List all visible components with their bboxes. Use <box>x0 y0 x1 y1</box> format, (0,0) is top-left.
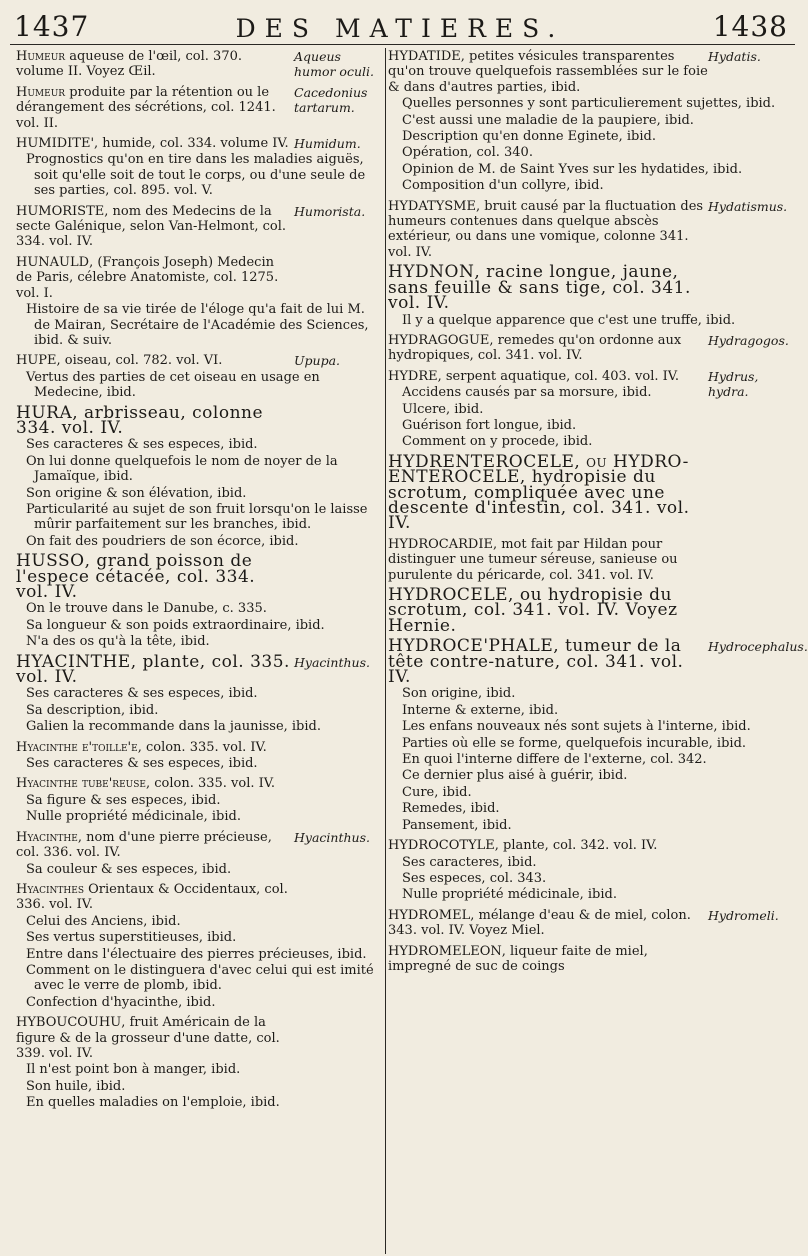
entry-headword: HYDRENTEROCELE, ou HYDRO-ENTEROCELE <box>388 451 689 488</box>
entry-headword: HUPE <box>16 353 57 369</box>
entry-headword: HYDROCARDIE <box>388 536 493 552</box>
entry-subitem: Cure, ibid. <box>402 784 472 800</box>
entry-text: , colon. 335. vol. IV. <box>145 776 276 792</box>
entry-subitem: Il y a quelque apparence que c'est une truffe, ibid. <box>402 312 736 328</box>
entry-text: , oiseau, col. 782. vol. VI. <box>56 353 223 369</box>
right-page-number: 1438 <box>712 10 788 43</box>
latin-margin-note: Hydatis. <box>708 49 761 64</box>
entry-headword-line <box>16 1015 382 1061</box>
entry-subitem: Sa figure & ses especes, ibid. <box>26 792 221 808</box>
entry-headword: Hyacinthe e'toille'e <box>16 739 138 755</box>
entry-text: , (François Joseph) Medecin de Paris, célebre Anatomiste, col. 1275. vol. I. <box>16 254 279 301</box>
entry-headword-line <box>388 944 796 975</box>
entry-subitem: Histoire de sa vie tirée de l'éloge qu'a fait de lui M. de Mairan, Secrétaire de l'Académie des Sciences, ibid. & suiv. <box>26 302 369 348</box>
entry-headword-line <box>388 262 796 314</box>
entry-headword-line <box>16 776 382 791</box>
index-entry <box>16 1015 382 1110</box>
latin-margin-note: Hydragogos. <box>708 332 789 348</box>
entry-subitem: Particularité au sujet de son fruit lorsqu'on le laisse mûrir parfaitement sur les branches, ibid. <box>26 501 368 533</box>
entry-headword: Hyacinthes <box>16 881 84 897</box>
entry-subitem: Pansement, ibid. <box>402 817 512 833</box>
entry-headword-line <box>16 402 382 438</box>
entry-headword: Humeur <box>16 84 66 100</box>
left-column <box>16 49 382 1254</box>
index-entry <box>16 776 382 824</box>
entry-headword: HUMIDITE' <box>16 136 95 152</box>
entry-subitem: Entre dans l'électuaire des pierres précieuses, ibid. <box>26 946 367 962</box>
entry-headword-line <box>16 740 382 755</box>
entry-subitem: Ses caracteres & ses especes, ibid. <box>26 756 258 772</box>
entry-text: produite par la rétention ou le dérangement des sécrétions, col. 1241. vol. II. <box>16 84 276 131</box>
header-rule <box>10 44 795 45</box>
index-entry <box>388 199 796 261</box>
entry-subitem: On lui donne quelquefois le nom de noyer de la Jamaïque, ibid. <box>26 453 338 485</box>
entry-subitem: Opinion de M. de Saint Yves sur les hydatides, ibid. <box>402 161 743 177</box>
entry-headword: HYDROCOTYLE <box>388 838 495 854</box>
entry-subitem: On fait des poudriers de son écorce, ibid. <box>26 533 299 549</box>
entry-headword: Hyacinthe <box>16 829 78 845</box>
latin-margin-note: Hyacinthus. <box>294 829 370 845</box>
entry-text: , mélange d'eau & de miel, colon. 343. vol. IV. Voyez Miel. <box>388 907 691 939</box>
entry-text: , serpent aquatique, col. 403. vol. IV. <box>437 368 680 384</box>
latin-margin-note: Hydromeli. <box>708 907 779 923</box>
index-entry <box>388 838 796 903</box>
index-entry <box>388 908 796 939</box>
entry-subitem: Opération, col. 340. <box>402 145 533 161</box>
entry-subitem: Parties où elle se forme, quelquefois incurable, ibid. <box>402 735 747 751</box>
entry-text: , colon. 335. vol. IV. <box>137 739 267 755</box>
entry-subitem: Ses vertus superstitieuses, ibid. <box>26 930 237 946</box>
index-entry <box>388 49 796 194</box>
entry-subitem: Sa longueur & son poids extraordinaire, ibid. <box>26 617 325 633</box>
entry-headword-line <box>388 451 796 534</box>
latin-margin-note: Cacedonius tartarum. <box>294 84 368 115</box>
entry-headword: HUSSO <box>16 551 85 572</box>
entry-headword: HYDROMELEON <box>388 943 502 959</box>
column-divider <box>385 48 386 1254</box>
entry-text: , racine longue, jaune, sans feuille & sans tige, col. 341. vol. IV. <box>388 262 691 314</box>
entry-headword-line <box>16 551 382 602</box>
entry-text: , liqueur faite de miel, impregné de suc de coings <box>388 943 648 974</box>
index-entry <box>16 402 382 550</box>
entry-text: , petites vésicules transparentes qu'on trouve quelquefois rassemblées sur le foie & dans d'autres parties, ibid. <box>388 49 708 95</box>
entry-headword: HUNAULD <box>16 254 90 270</box>
entry-headword: HUMORISTE <box>16 203 105 219</box>
latin-margin-note: Humorista. <box>294 203 366 219</box>
entry-text: Orientaux & Occidentaux, col. 336. vol. IV. <box>16 881 288 913</box>
entry-subitem: C'est aussi une maladie de la paupiere, ibid. <box>402 112 694 128</box>
entry-headword: HYDNON <box>388 262 475 283</box>
index-entry <box>388 262 796 328</box>
latin-margin-note: Hydrocephalus. <box>708 639 808 655</box>
entry-headword-line <box>16 255 382 301</box>
index-entry <box>16 882 382 1010</box>
entry-subitem: Comment on le distinguera d'avec celui qui est imité avec le verre de plomb, ibid. <box>26 962 374 994</box>
entry-subitem: N'a des os qu'à la tête, ibid. <box>26 634 210 650</box>
index-entry <box>16 830 382 877</box>
index-entry <box>388 585 796 636</box>
entry-subitem: Son huile, ibid. <box>26 1078 126 1094</box>
entry-text: aqueuse de l'œil, col. 370. volume II. Voyez Œil. <box>16 49 243 80</box>
page-header <box>0 0 800 46</box>
index-entry <box>16 136 382 199</box>
latin-margin-note: Hyacinthus. <box>294 654 370 670</box>
entry-text: , mot fait par Hildan pour distinguer une tumeur séreuse, sanieuse ou purulente du péricarde, col. 341. vol. IV. <box>388 536 678 583</box>
entry-headword: HYBOUCOUHU <box>16 1015 122 1031</box>
latin-margin-note: Hydrus, hydra. <box>708 368 759 399</box>
entry-subitem: Galien la recommande dans la jaunisse, ibid. <box>26 719 321 735</box>
entry-subitem: Il n'est point bon à manger, ibid. <box>26 1062 241 1078</box>
entry-headword: HURA <box>16 402 73 423</box>
index-entry <box>16 255 382 348</box>
entry-subitem: Ses caracteres & ses especes, ibid. <box>26 686 258 702</box>
entry-headword: HYDATYSME <box>388 198 476 214</box>
entry-text: , bruit causé par la fluctuation des humeurs contenues dans quelque abscès extérieur, ou dans une vomique, colonne 341. vol. IV. <box>388 198 704 260</box>
entry-subitem: Ulcere, ibid. <box>402 401 484 417</box>
entry-subitem: Vertus des parties de cet oiseau en usage en Medecine, ibid. <box>26 369 320 401</box>
index-entry <box>388 537 796 583</box>
entry-subitem: Nulle propriété médicinale, ibid. <box>402 887 617 903</box>
entry-headword: HYDROCELE <box>388 585 509 605</box>
entry-subitem: En quoi l'interne differe de l'externe, col. 342. <box>402 752 707 768</box>
entry-text: , ou hydropisie du scrotum, col. 341. vol. IV. Voyez Hernie. <box>388 585 678 636</box>
entry-text: , plante, col. 335. vol. IV. <box>16 651 290 688</box>
entry-subitem: Prognostics qu'on en tire dans les maladies aiguës, soit qu'elle soit de tout le corps, ou d'une seule de ses parties, col. 895. vol. V. <box>26 152 366 199</box>
entry-subitem: Ce dernier plus aisé à guérir, ibid. <box>402 768 628 784</box>
entry-text: , humide, col. 334. volume IV. <box>94 136 289 152</box>
entry-text: , fruit Américain de la figure & de la grosseur d'une datte, col. 339. vol. IV. <box>16 1015 280 1061</box>
index-entry <box>388 944 796 975</box>
entry-subitem: Guérison fort longue, ibid. <box>402 417 577 433</box>
latin-margin-note: Aqueus humor oculi. <box>294 49 374 79</box>
index-entry <box>16 651 382 735</box>
index-entry <box>388 451 796 534</box>
index-entry <box>388 369 796 450</box>
entry-subitem: Celui des Anciens, ibid. <box>26 913 181 929</box>
index-entry <box>388 636 808 833</box>
index-entry <box>16 85 382 131</box>
entry-headword: HYDRE <box>388 368 438 384</box>
entry-subitem: Ses caracteres, ibid. <box>402 854 537 870</box>
entry-subitem: En quelles maladies on l'emploie, ibid. <box>26 1095 280 1111</box>
index-entry <box>16 353 382 400</box>
entry-text: , hydropisie du scrotum, compliquée avec une descente d'intestin, col. 341. vol. IV. <box>388 467 690 534</box>
entry-subitem: Remedes, ibid. <box>402 801 500 817</box>
entry-subitem: Son origine, ibid. <box>402 686 516 702</box>
index-entry <box>388 333 796 364</box>
entry-headword: HYDROCE'PHALE <box>388 636 554 657</box>
index-entry <box>16 204 382 250</box>
entry-headword: Humeur <box>16 49 66 64</box>
entry-headword-line <box>388 838 796 853</box>
entry-subitem: Composition d'un collyre, ibid. <box>402 178 604 194</box>
entry-subitem: Ses caracteres & ses especes, ibid. <box>26 437 258 453</box>
entry-subitem: Accidens causés par sa morsure, ibid. <box>402 385 652 401</box>
right-column <box>388 49 808 1254</box>
entry-subitem: Confection d'hyacinthe, ibid. <box>26 994 216 1010</box>
latin-margin-note: Humidum. <box>294 136 361 152</box>
index-entry <box>16 49 382 80</box>
entry-headword: HYDATIDE <box>388 49 461 64</box>
entry-text: , tumeur de la tête contre-nature, col. 341. vol. IV. <box>388 636 684 688</box>
running-title: DES MATIERES. <box>235 14 565 43</box>
entry-text: , nom d'une pierre précieuse, col. 336. vol. IV. <box>16 829 272 861</box>
index-entry <box>16 740 382 772</box>
entry-text: , plante, col. 342. vol. IV. <box>494 838 658 854</box>
entry-subitem: Les enfans nouveaux nés sont sujets à l'interne, ibid. <box>402 719 751 735</box>
left-page-number: 1437 <box>14 10 90 43</box>
entry-headword: HYACINTHE <box>16 651 131 672</box>
entry-subitem: On le trouve dans le Danube, c. 335. <box>26 601 267 617</box>
entry-headword-line <box>388 537 796 583</box>
entry-subitem: Sa description, ibid. <box>26 702 159 718</box>
entry-headword: HYDROMEL <box>388 907 471 923</box>
entry-subitem: Quelles personnes y sont particulierement sujettes, ibid. <box>402 96 776 112</box>
entry-headword: Hyacinthe tube'reuse <box>16 776 146 792</box>
entry-subitem: Comment on y procede, ibid. <box>402 434 593 450</box>
entry-headword-line <box>388 585 796 636</box>
latin-margin-note: Upupa. <box>294 353 341 369</box>
entry-subitem: Sa couleur & ses especes, ibid. <box>26 861 232 877</box>
entry-text: , nom des Medecins de la secte Galénique, selon Van-Helmont, col. 334. vol. IV. <box>16 203 287 250</box>
entry-subitem: Interne & externe, ibid. <box>402 702 559 718</box>
entry-subitem: Ses especes, col. 343. <box>402 870 547 886</box>
entry-headword: HYDRAGOGUE <box>388 332 490 348</box>
entry-headword-line <box>16 882 382 913</box>
entry-subitem: Nulle propriété médicinale, ibid. <box>26 809 241 825</box>
index-entry <box>16 551 382 650</box>
entry-subitem: Description qu'en donne Eginete, ibid. <box>402 129 656 145</box>
entry-text: , grand poisson de l'espece cétacée, col. 334. vol. IV. <box>16 551 256 602</box>
entry-text: , arbrisseau, colonne 334. vol. IV. <box>16 402 264 438</box>
entry-text: , remedes qu'on ordonne aux hydropiques, col. 341. vol. IV. <box>388 332 682 364</box>
entry-subitem: Son origine & son élévation, ibid. <box>26 485 247 501</box>
latin-margin-note: Hydatismus. <box>708 198 788 214</box>
